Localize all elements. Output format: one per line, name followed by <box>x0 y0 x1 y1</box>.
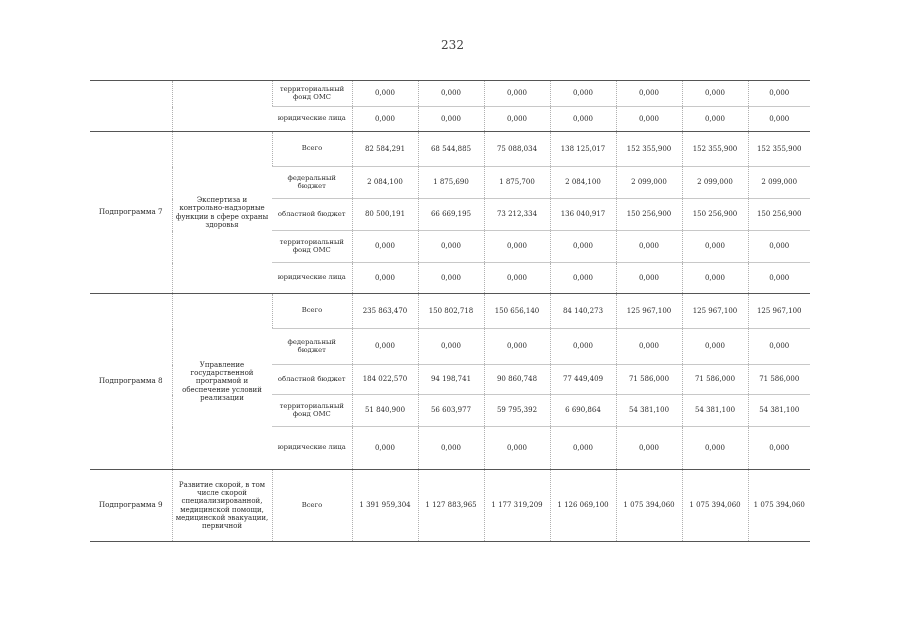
value-cell: 0,000 <box>682 329 748 365</box>
value-cell: 0,000 <box>352 231 418 263</box>
funding-source-cell: юридические лица <box>272 107 352 132</box>
value-cell: 152 355,900 <box>682 132 748 167</box>
value-cell: 2 099,000 <box>748 167 810 199</box>
value-cell: 75 088,034 <box>484 132 550 167</box>
table-row <box>90 132 810 167</box>
value-cell: 73 212,334 <box>484 199 550 231</box>
value-cell: 1 075 394,060 <box>748 470 810 542</box>
funding-source-cell: Всего <box>272 294 352 329</box>
value-cell: 1 075 394,060 <box>616 470 682 542</box>
funding-source-cell: федеральный бюджет <box>272 167 352 199</box>
value-cell: 0,000 <box>748 427 810 470</box>
value-cell: 1 075 394,060 <box>682 470 748 542</box>
value-cell: 56 603,977 <box>418 395 484 427</box>
value-cell: 2 084,100 <box>352 167 418 199</box>
funding-source-cell: юридические лица <box>272 427 352 470</box>
value-cell: 0,000 <box>352 107 418 132</box>
program-description-cell: Управление государственной программой и обеспечение условий реализации <box>172 294 272 470</box>
value-cell: 77 449,409 <box>550 365 616 395</box>
value-cell: 82 584,291 <box>352 132 418 167</box>
funding-source-cell: территориальный фонд ОМС <box>272 81 352 107</box>
value-cell: 0,000 <box>616 231 682 263</box>
value-cell: 0,000 <box>550 427 616 470</box>
program-cell: Подпрограмма 8 <box>90 294 172 470</box>
value-cell: 0,000 <box>418 231 484 263</box>
value-cell: 0,000 <box>484 81 550 107</box>
value-cell: 125 967,100 <box>748 294 810 329</box>
value-cell: 71 586,000 <box>616 365 682 395</box>
value-cell: 0,000 <box>352 329 418 365</box>
funding-source-cell: территориальный фонд ОМС <box>272 231 352 263</box>
table-row <box>90 470 810 542</box>
value-cell: 125 967,100 <box>682 294 748 329</box>
value-cell: 59 795,392 <box>484 395 550 427</box>
value-cell: 0,000 <box>418 329 484 365</box>
value-cell: 0,000 <box>550 329 616 365</box>
value-cell: 66 669,195 <box>418 199 484 231</box>
value-cell: 71 586,000 <box>748 365 810 395</box>
program-description-cell <box>172 81 272 132</box>
value-cell: 1 177 319,209 <box>484 470 550 542</box>
value-cell: 0,000 <box>616 427 682 470</box>
value-cell: 1 875,690 <box>418 167 484 199</box>
value-cell: 0,000 <box>616 263 682 294</box>
value-cell: 136 040,917 <box>550 199 616 231</box>
value-cell: 0,000 <box>484 329 550 365</box>
value-cell: 84 140,273 <box>550 294 616 329</box>
value-cell: 152 355,900 <box>748 132 810 167</box>
value-cell: 1 127 883,965 <box>418 470 484 542</box>
value-cell: 0,000 <box>352 81 418 107</box>
value-cell: 80 500,191 <box>352 199 418 231</box>
value-cell: 0,000 <box>748 81 810 107</box>
value-cell: 54 381,100 <box>616 395 682 427</box>
value-cell: 54 381,100 <box>748 395 810 427</box>
page-number: 232 <box>441 38 464 52</box>
program-cell <box>90 81 172 132</box>
value-cell: 150 256,900 <box>682 199 748 231</box>
value-cell: 0,000 <box>682 263 748 294</box>
value-cell: 0,000 <box>616 107 682 132</box>
program-description-cell: Экспертиза и контрольно-надзорные функции в сфере охраны здоровья <box>172 132 272 294</box>
value-cell: 6 690,864 <box>550 395 616 427</box>
table-row <box>90 81 810 107</box>
value-cell: 0,000 <box>352 427 418 470</box>
value-cell: 0,000 <box>682 81 748 107</box>
value-cell: 138 125,017 <box>550 132 616 167</box>
funding-source-cell: федеральный бюджет <box>272 329 352 365</box>
value-cell: 0,000 <box>550 231 616 263</box>
value-cell: 0,000 <box>748 107 810 132</box>
value-cell: 152 355,900 <box>616 132 682 167</box>
value-cell: 1 126 069,100 <box>550 470 616 542</box>
value-cell: 0,000 <box>484 263 550 294</box>
value-cell: 0,000 <box>682 427 748 470</box>
value-cell: 54 381,100 <box>682 395 748 427</box>
value-cell: 0,000 <box>484 107 550 132</box>
value-cell: 0,000 <box>484 427 550 470</box>
value-cell: 0,000 <box>352 263 418 294</box>
value-cell: 150 256,900 <box>748 199 810 231</box>
value-cell: 2 084,100 <box>550 167 616 199</box>
value-cell: 0,000 <box>550 81 616 107</box>
program-cell: Подпрограмма 9 <box>90 470 172 542</box>
value-cell: 94 198,741 <box>418 365 484 395</box>
funding-source-cell: юридические лица <box>272 263 352 294</box>
funding-source-cell: Всего <box>272 132 352 167</box>
value-cell: 0,000 <box>682 231 748 263</box>
value-cell: 90 860,748 <box>484 365 550 395</box>
value-cell: 0,000 <box>550 263 616 294</box>
program-cell: Подпрограмма 7 <box>90 132 172 294</box>
value-cell: 71 586,000 <box>682 365 748 395</box>
value-cell: 0,000 <box>748 231 810 263</box>
value-cell: 125 967,100 <box>616 294 682 329</box>
value-cell: 150 802,718 <box>418 294 484 329</box>
value-cell: 2 099,000 <box>616 167 682 199</box>
value-cell: 0,000 <box>616 81 682 107</box>
value-cell: 0,000 <box>418 263 484 294</box>
program-description-cell: Развитие скорой, в том числе скорой специализированной, медицинской помощи, медицинской эвакуации, первичной <box>172 470 272 542</box>
value-cell: 0,000 <box>484 231 550 263</box>
value-cell: 0,000 <box>682 107 748 132</box>
funding-source-cell: областной бюджет <box>272 365 352 395</box>
value-cell: 0,000 <box>550 107 616 132</box>
value-cell: 0,000 <box>616 329 682 365</box>
budget-table <box>90 80 810 542</box>
funding-source-cell: областной бюджет <box>272 199 352 231</box>
value-cell: 184 022,570 <box>352 365 418 395</box>
value-cell: 0,000 <box>418 427 484 470</box>
value-cell: 68 544,885 <box>418 132 484 167</box>
value-cell: 235 863,470 <box>352 294 418 329</box>
value-cell: 0,000 <box>418 81 484 107</box>
funding-source-cell: территориальный фонд ОМС <box>272 395 352 427</box>
value-cell: 1 875,700 <box>484 167 550 199</box>
value-cell: 51 840,900 <box>352 395 418 427</box>
value-cell: 0,000 <box>418 107 484 132</box>
funding-source-cell: Всего <box>272 470 352 542</box>
table-row <box>90 294 810 329</box>
value-cell: 150 256,900 <box>616 199 682 231</box>
value-cell: 1 391 959,304 <box>352 470 418 542</box>
value-cell: 2 099,000 <box>682 167 748 199</box>
value-cell: 0,000 <box>748 329 810 365</box>
value-cell: 0,000 <box>748 263 810 294</box>
value-cell: 150 656,140 <box>484 294 550 329</box>
